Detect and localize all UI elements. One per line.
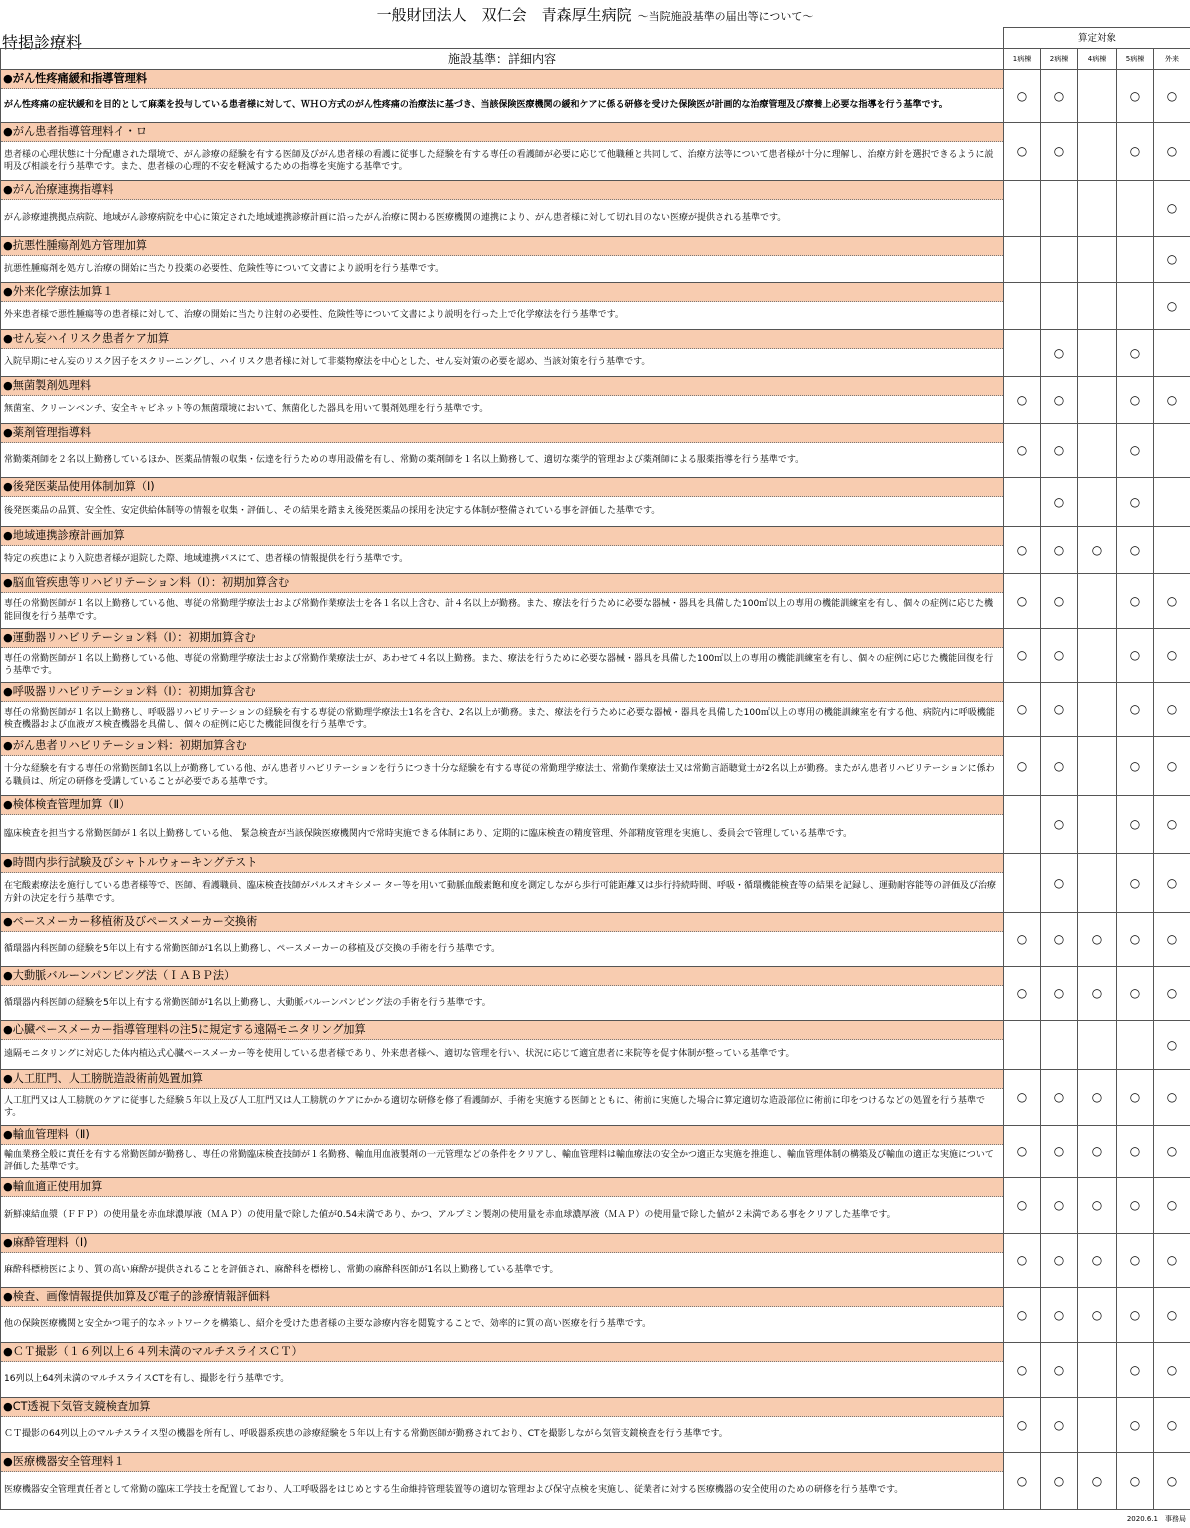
mark-ward1: [1004, 854, 1041, 913]
row-content: [1, 377, 1004, 424]
mark-ward5: ○: [1117, 737, 1154, 796]
item-description-text: 抗悪性腫瘍剤を処方し治療の開始に当たり投薬の必要性、危険性等について文書により説明を行う基準です。: [4, 263, 445, 274]
item-title: ●後発医薬品使用体制加算（Ⅰ): [1, 478, 1003, 497]
mark-ward4: ○: [1078, 1178, 1117, 1234]
mark-ward2: ○: [1041, 967, 1078, 1021]
mark-outpatient: [1154, 330, 1190, 377]
item-description-text: 十分な経験を有する専任の常勤医師1名以上が勤務している他、がん患者リハビリテーションを行うにつき十分な経験を有する専従の常勤理学療法士、常勤作業療法士又は常勤言語聴覚士が2名以上が勤務。またがん患者リハビリテーションに係わる職員は、所定の研修を受講していることが必要である基準です。: [4, 764, 995, 787]
facility-standards-table: [0, 27, 1190, 1510]
item-description: [1, 1197, 1003, 1233]
mark-ward4: ○: [1078, 967, 1117, 1021]
item-title: ●検査、画像情報提供加算及び電子的診療情報評価料: [1, 1288, 1003, 1307]
mark-outpatient: ○: [1154, 1398, 1190, 1453]
mark-ward5: ○: [1117, 478, 1154, 527]
mark-ward5: [1117, 1021, 1154, 1070]
mark-ward1: ○: [1004, 737, 1041, 796]
item-title: ●抗悪性腫瘍剤処方管理加算: [1, 237, 1003, 256]
table-row: [1, 237, 1190, 283]
mark-ward2: ○: [1041, 70, 1078, 123]
item-description-text: ＣＴ撮影の64列以上のマルチスライス型の機器を所有し、呼吸器系疾患の診療経験を５年以上有する常勤医師が勤務されており、CTを撮影しながら気管支鏡検査を行う基準です。: [4, 1429, 728, 1440]
mark-ward5: ○: [1117, 527, 1154, 574]
row-content: [1, 237, 1004, 283]
item-title: ●がん治療連携指導料: [1, 181, 1003, 200]
mark-ward4: [1078, 1398, 1117, 1453]
mark-ward2: ○: [1041, 1070, 1078, 1126]
header-detail: 施設基準：詳細内容: [1, 49, 1004, 70]
mark-ward5: ○: [1117, 1126, 1154, 1178]
section-title: 特掲診療料: [2, 33, 83, 52]
row-content: [1, 330, 1004, 377]
mark-ward5: ○: [1117, 796, 1154, 854]
mark-ward5: ○: [1117, 683, 1154, 737]
item-description-text: 専任の常勤医師が１名以上勤務し、呼吸器リハビリテーションの経験を有する専従の常勤理学療法士1名を含む、2名以上が勤務。また、療法を行うために必要な器械・器具を具備した100㎡以上の専用の機能訓練室を有する他、病院内に呼吸機能検査機器および血液ガス検査機器を具備し、個々の症例に応じた機能回復を行う基準です。: [4, 707, 995, 730]
mark-ward2: ○: [1041, 478, 1078, 527]
row-content: [1, 683, 1004, 737]
item-description-text: 後発医薬品の品質、安全性、安定供給体制等の情報を収集・評価し、その結果を踏まえ後発医薬品の採用を決定する体制が整備されている事を評価した基準です。: [4, 506, 661, 517]
row-content: [1, 1070, 1004, 1126]
item-title: ●輸血管理料（Ⅱ): [1, 1126, 1003, 1145]
table-row: [1, 913, 1190, 967]
mark-ward2: ○: [1041, 854, 1078, 913]
mark-ward1: ○: [1004, 1288, 1041, 1343]
mark-outpatient: [1154, 424, 1190, 478]
row-content: [1, 737, 1004, 796]
item-description-text: 他の保険医療機関と安全かつ電子的なネットワークを構築し、紹介を受けた患者様の主要な診療内容を閲覧することで、効率的に質の高い医療を行う基準です。: [4, 1319, 652, 1330]
mark-outpatient: ○: [1154, 1126, 1190, 1178]
mark-outpatient: ○: [1154, 181, 1190, 237]
row-content: [1, 424, 1004, 478]
item-description: [1, 1253, 1003, 1287]
mark-ward5: ○: [1117, 574, 1154, 629]
mark-ward5: ○: [1117, 854, 1154, 913]
mark-ward1: [1004, 237, 1041, 283]
item-description: [1, 142, 1003, 180]
item-description: [1, 497, 1003, 526]
item-title: ●ペースメーカー移植術及びペースメーカー交換術: [1, 913, 1003, 932]
mark-ward4: ○: [1078, 1070, 1117, 1126]
mark-ward4: ○: [1078, 1288, 1117, 1343]
item-description-text: 専任の常勤医師が１名以上勤務している他、専従の常勤理学療法士および常勤作業療法士が、あわせて４名以上勤務。また、療法を行うために必要な器械・器具を具備した100㎡以上の専用の機能訓練室を有し、個々の症例に応じた機能回復を行う基準です。: [4, 653, 994, 676]
row-content: [1, 70, 1004, 123]
mark-ward5: [1117, 237, 1154, 283]
item-description: [1, 396, 1003, 423]
mark-outpatient: ○: [1154, 967, 1190, 1021]
item-title: ●薬剤管理指導料: [1, 424, 1003, 443]
mark-ward4: [1078, 1343, 1117, 1398]
mark-ward1: ○: [1004, 574, 1041, 629]
mark-ward5: ○: [1117, 967, 1154, 1021]
item-description: [1, 1472, 1003, 1509]
mark-ward2: ○: [1041, 737, 1078, 796]
row-content: [1, 1178, 1004, 1234]
mark-ward4: [1078, 796, 1117, 854]
mark-ward2: ○: [1041, 123, 1078, 181]
item-description-text: 患者様の心理状態に十分配慮された環境で、がん診療の経験を有する医師及びがん患者様の看護に従事した経験を有する専任の看護師が必要に応じて他職種と共同して、治療方法等について患者様が十分に理解し、治療方針を選択できるように説明及び相談を行う基準です。また、患者様の心理的不安を軽減するための指導を実施する基準です。: [4, 149, 994, 172]
row-content: [1, 123, 1004, 181]
item-title: ●外来化学療法加算１: [1, 283, 1003, 302]
item-description-text: 新鮮凍結血漿（ＦＦＰ）の使用量を赤血球濃厚液（ＭＡＰ）の使用量で除した値が0.54未満であり、かつ、アルブミン製剤の使用量を赤血球濃厚液（ＭＡＰ）の使用量で除した値が２未満である事をクリアした基準です。: [4, 1209, 896, 1220]
mark-ward2: ○: [1041, 796, 1078, 854]
item-description-text: 在宅酸素療法を施行している患者様等で、医師、看護職員、臨床検査技師がパルスオキシメー ター等を用いて動脈血酸素飽和度を測定しながら歩行可能距離又は歩行持続時間、呼吸・循環機能検査等の結果を記録し、運動耐容能等の評価及び治療方針の決定を行う基準です。: [4, 881, 997, 904]
item-title: ●輸血適正使用加算: [1, 1178, 1003, 1197]
item-title: ●がん患者リハビリテーション料：初期加算含む: [1, 737, 1003, 756]
table-row: [1, 123, 1190, 181]
mark-ward4: [1078, 737, 1117, 796]
item-title: ●ＣＴ撮影（１６列以上６４列未満のマルチスライスＣＴ）: [1, 1343, 1003, 1362]
mark-ward4: ○: [1078, 913, 1117, 967]
mark-ward4: [1078, 683, 1117, 737]
item-description: [1, 200, 1003, 236]
item-title: ●脳血管疾患等リハビリテーション料（Ⅰ）：初期加算含む: [1, 574, 1003, 593]
row-content: [1, 1398, 1004, 1453]
item-description: [1, 1089, 1003, 1125]
mark-ward4: [1078, 478, 1117, 527]
mark-ward1: [1004, 796, 1041, 854]
table-row: [1, 377, 1190, 424]
mark-ward1: ○: [1004, 1453, 1041, 1510]
mark-outpatient: ○: [1154, 283, 1190, 330]
mark-ward1: [1004, 330, 1041, 377]
hospital-name: 一般財団法人 双仁会 青森厚生病院: [376, 6, 632, 24]
row-content: [1, 181, 1004, 237]
table-row: [1, 527, 1190, 574]
document-subtitle: ～当院施設基準の届出等について～: [637, 10, 814, 23]
mark-ward4: ○: [1078, 1126, 1117, 1178]
table-body: [1, 70, 1190, 1510]
item-description: [1, 302, 1003, 329]
row-content: [1, 527, 1004, 574]
row-content: [1, 854, 1004, 913]
item-description: [1, 648, 1003, 682]
mark-ward2: ○: [1041, 574, 1078, 629]
item-description-text: 特定の疾患により入院患者様が退院した際、地域連携パスにて、患者様の情報提供を行う基準です。: [4, 554, 409, 565]
table-row: [1, 1021, 1190, 1070]
row-content: [1, 629, 1004, 683]
mark-ward2: ○: [1041, 683, 1078, 737]
item-description-text: 循環器内科医師の経験を5年以上有する常勤医師が1名以上勤務し、大動脈バルーンパンピング法の手術を行う基準です。: [4, 997, 491, 1008]
item-description: [1, 986, 1003, 1020]
item-description-text: 医療機器安全管理責任者として常勤の臨床工学技士を配置しており、人工呼吸器をはじめとする生命維持管理装置等の適切な管理および保守点検を実施し、従業者に対する医療機器の安全使用のための研修を行う基準です。: [4, 1485, 904, 1496]
mark-outpatient: ○: [1154, 796, 1190, 854]
item-description: [1, 1307, 1003, 1342]
mark-ward5: ○: [1117, 629, 1154, 683]
item-description: [1, 702, 1003, 736]
mark-ward4: [1078, 330, 1117, 377]
row-content: [1, 1453, 1004, 1510]
mark-ward5: ○: [1117, 1234, 1154, 1288]
item-description-text: 輸血業務全般に責任を有する常勤医師が勤務し、専任の常勤臨床検査技師が１名勤務、輸血用血液製剤の一元管理などの条件をクリアし、輸血管理料は輸血療法の安全かつ適正な実施を推進し、輸血管理体制の構築及び輸血の適正な実施について評価した基準です。: [4, 1149, 994, 1172]
item-description-text: 無菌室、クリーンベンチ、安全キャビネット等の無菌環境において、無菌化した器具を用いて製剤処理を行う基準です。: [4, 404, 489, 415]
table-row: [1, 1288, 1190, 1343]
row-content: [1, 1234, 1004, 1288]
table-row: [1, 683, 1190, 737]
mark-ward2: ○: [1041, 1178, 1078, 1234]
mark-ward1: ○: [1004, 1343, 1041, 1398]
footer-date: 2020.6.1 事務局: [1126, 1515, 1186, 1523]
item-description: [1, 1362, 1003, 1397]
header-spacer: [1, 28, 1004, 49]
table-row: [1, 1234, 1190, 1288]
mark-ward5: [1117, 283, 1154, 330]
item-description: [1, 593, 1003, 628]
table-row: [1, 283, 1190, 330]
table-row: [1, 796, 1190, 854]
table-row: [1, 737, 1190, 796]
mark-ward5: ○: [1117, 1398, 1154, 1453]
header-col-ward1: 1病棟: [1004, 49, 1041, 70]
mark-outpatient: ○: [1154, 913, 1190, 967]
item-description-text: 麻酔科標榜医により、質の高い麻酔が提供されることを評価され、麻酔科を標榜し、常勤の麻酔科医師が1名以上勤務している基準です。: [4, 1264, 559, 1275]
mark-ward1: ○: [1004, 1126, 1041, 1178]
mark-ward1: [1004, 478, 1041, 527]
item-description-text: 専任の常勤医師が１名以上勤務している他、専従の常勤理学療法士および常勤作業療法士を各１名以上含む、計４名以上が勤務。また、療法を行うために必要な器械・器具を具備した100㎡以上の専用の機能訓練室を有し、個々の症例に応じた機能回復を行う基準です。: [4, 599, 994, 622]
row-content: [1, 1343, 1004, 1398]
mark-outpatient: ○: [1154, 1178, 1190, 1234]
mark-ward5: ○: [1117, 1288, 1154, 1343]
table-row: [1, 1178, 1190, 1234]
table-row: [1, 1343, 1190, 1398]
row-content: [1, 1021, 1004, 1070]
mark-ward5: ○: [1117, 1178, 1154, 1234]
mark-outpatient: [1154, 478, 1190, 527]
mark-ward2: [1041, 181, 1078, 237]
mark-ward1: ○: [1004, 424, 1041, 478]
mark-outpatient: ○: [1154, 377, 1190, 424]
item-description-text: 16列以上64列未満のマルチスライスCTを有し、撮影を行う基準です。: [4, 1374, 290, 1385]
mark-ward1: ○: [1004, 1178, 1041, 1234]
item-description-text: 外来患者様で悪性腫瘍等の患者様に対して、治療の開始に当たり注射の必要性、危険性等について文書により説明を行った上で化学療法を行う基準です。: [4, 310, 624, 321]
mark-ward2: ○: [1041, 1288, 1078, 1343]
mark-ward1: ○: [1004, 1070, 1041, 1126]
item-description-text: がん性疼痛の症状緩和を目的として麻薬を投与している患者様に対して、ＷＨＯ方式のがん性疼痛の治療法に基づき、当該保険医療機関の緩和ケアに係る研修を受けた保険医が計画的な治療管理及び療養上必要な指導を行う基準です。: [4, 100, 948, 111]
mark-ward5: ○: [1117, 1343, 1154, 1398]
mark-ward5: ○: [1117, 330, 1154, 377]
item-title: ●無菌製剤処理料: [1, 377, 1003, 396]
row-content: [1, 1288, 1004, 1343]
mark-ward4: ○: [1078, 527, 1117, 574]
table-row: [1, 967, 1190, 1021]
mark-ward2: ○: [1041, 1234, 1078, 1288]
mark-ward5: ○: [1117, 70, 1154, 123]
item-description: [1, 546, 1003, 573]
item-title: ●医療機器安全管理料１: [1, 1453, 1003, 1472]
row-content: [1, 913, 1004, 967]
header-col-ward2: 2病棟: [1041, 49, 1078, 70]
item-title: ●検体検査管理加算（Ⅱ）: [1, 796, 1003, 815]
item-description: [1, 443, 1003, 477]
header-col-outpatient: 外来: [1154, 49, 1190, 70]
mark-ward5: ○: [1117, 913, 1154, 967]
mark-outpatient: ○: [1154, 1234, 1190, 1288]
mark-ward1: ○: [1004, 527, 1041, 574]
item-description-text: 人工肛門又は人工膀胱のケアに従事した経験５年以上及び人工肛門又は人工膀胱のケアにかかる適切な研修を修了看護師が、手術を実施する医師とともに、術前に実施した場合に算定適切な造設部位に術前に印をつけるなどの処置を行う基準です。: [4, 1095, 986, 1118]
mark-ward4: [1078, 424, 1117, 478]
table-row: [1, 330, 1190, 377]
mark-ward5: ○: [1117, 377, 1154, 424]
item-description: [1, 1145, 1003, 1177]
table-row: [1, 181, 1190, 237]
mark-ward4: [1078, 377, 1117, 424]
mark-outpatient: ○: [1154, 574, 1190, 629]
item-title: ●時間内歩行試験及びシャトルウォーキングテスト: [1, 854, 1003, 873]
item-title: ●運動器リハビリテーション料（Ⅰ）：初期加算含む: [1, 629, 1003, 648]
header-target-group: 算定対象: [1004, 28, 1190, 49]
item-title: ●人工肛門、人工膀胱造設術前処置加算: [1, 1070, 1003, 1089]
mark-ward1: [1004, 283, 1041, 330]
item-description-text: がん診療連携拠点病院、地域がん診療病院を中心に策定された地域連携診療計画に沿ったがん治療に関わる医療機関の連携により、がん患者様に対して切れ目のない医療が提供される基準です。: [4, 212, 787, 223]
mark-ward2: ○: [1041, 424, 1078, 478]
item-description: [1, 349, 1003, 376]
mark-ward4: [1078, 70, 1117, 123]
mark-ward4: ○: [1078, 1234, 1117, 1288]
mark-ward4: [1078, 181, 1117, 237]
mark-ward2: [1041, 283, 1078, 330]
mark-outpatient: ○: [1154, 1021, 1190, 1070]
mark-ward5: ○: [1117, 123, 1154, 181]
row-content: [1, 1126, 1004, 1178]
row-content: [1, 796, 1004, 854]
item-description: [1, 1040, 1003, 1069]
table-row: [1, 70, 1190, 123]
mark-ward2: ○: [1041, 377, 1078, 424]
mark-ward4: ○: [1078, 1453, 1117, 1510]
mark-ward4: [1078, 854, 1117, 913]
mark-ward2: ○: [1041, 527, 1078, 574]
mark-ward4: [1078, 1021, 1117, 1070]
item-description: [1, 256, 1003, 282]
header-col-ward4: 4病棟: [1078, 49, 1117, 70]
item-description-text: 臨床検査を担当する常勤医師が１名以上勤務している他、 緊急検査が当該保険医療機関内で常時実施できる体制にあり、定期的に臨床検査の精度管理、外部精度管理を実施し、委員会で管理している基準です。: [4, 828, 853, 839]
item-description-text: 循環器内科医師の経験を5年以上有する常勤医師が1名以上勤務し、ペースメーカーの移植及び交換の手術を行う基準です。: [4, 943, 501, 954]
table-row: [1, 574, 1190, 629]
table-row: [1, 629, 1190, 683]
item-description-text: 常勤薬剤師を２名以上勤務しているほか、医薬品情報の収集・伝達を行うための専用設備を有し、常勤の薬剤師を１名以上勤務して、適切な薬学的管理および薬剤師による服薬指導を行う基準です。: [4, 454, 805, 465]
mark-outpatient: ○: [1154, 1453, 1190, 1510]
mark-ward2: ○: [1041, 1453, 1078, 1510]
mark-ward1: ○: [1004, 683, 1041, 737]
mark-ward1: ○: [1004, 70, 1041, 123]
mark-ward5: ○: [1117, 1070, 1154, 1126]
row-content: [1, 283, 1004, 330]
mark-ward2: ○: [1041, 913, 1078, 967]
mark-ward2: [1041, 237, 1078, 283]
item-description-text: 入院早期にせん妄のリスク因子をスクリーニングし、ハイリスク患者様に対して非薬物療法を中心とした、せん妄対策の必要を認め、当該対策を行う基準です。: [4, 357, 651, 368]
mark-ward5: ○: [1117, 424, 1154, 478]
mark-outpatient: ○: [1154, 123, 1190, 181]
row-content: [1, 478, 1004, 527]
table-row: [1, 1453, 1190, 1510]
item-title: ●心臓ペースメーカー指導管理料の注5に規定する遠隔モニタリング加算: [1, 1021, 1003, 1040]
mark-outpatient: ○: [1154, 629, 1190, 683]
item-title: ●せん妄ハイリスク患者ケア加算: [1, 330, 1003, 349]
mark-outpatient: ○: [1154, 854, 1190, 913]
mark-outpatient: ○: [1154, 70, 1190, 123]
mark-ward1: ○: [1004, 913, 1041, 967]
item-title: ●がん性疼痛緩和指導管理料: [1, 70, 1003, 89]
item-description: [1, 1417, 1003, 1452]
table-row: [1, 424, 1190, 478]
mark-ward5: [1117, 181, 1154, 237]
header-col-ward5: 5病棟: [1117, 49, 1154, 70]
mark-ward1: ○: [1004, 1234, 1041, 1288]
mark-ward4: [1078, 574, 1117, 629]
table-row: [1, 1070, 1190, 1126]
mark-outpatient: ○: [1154, 737, 1190, 796]
mark-outpatient: [1154, 527, 1190, 574]
row-content: [1, 967, 1004, 1021]
mark-ward2: ○: [1041, 1343, 1078, 1398]
mark-ward4: [1078, 237, 1117, 283]
mark-ward1: ○: [1004, 629, 1041, 683]
item-description-text: 遠隔モニタリングに対応した体内植込式心臓ペースメーカー等を使用している患者様であり、外来患者様へ、適切な管理を行い、状況に応じて適宜患者に来院等を促す体制が整っている基準です。: [4, 1049, 795, 1060]
mark-ward4: [1078, 123, 1117, 181]
mark-ward5: ○: [1117, 1453, 1154, 1510]
mark-ward1: [1004, 1021, 1041, 1070]
mark-ward2: ○: [1041, 1398, 1078, 1453]
mark-ward1: ○: [1004, 967, 1041, 1021]
item-title: ●麻酔管理料（Ⅰ): [1, 1234, 1003, 1253]
mark-ward4: [1078, 629, 1117, 683]
mark-ward2: ○: [1041, 629, 1078, 683]
mark-ward2: ○: [1041, 330, 1078, 377]
mark-outpatient: ○: [1154, 1288, 1190, 1343]
document-title: [0, 4, 1190, 25]
item-description: [1, 932, 1003, 966]
item-title: ●呼吸器リハビリテーション料（Ⅰ）：初期加算含む: [1, 683, 1003, 702]
mark-outpatient: ○: [1154, 1070, 1190, 1126]
item-description: [1, 89, 1003, 122]
mark-ward2: [1041, 1021, 1078, 1070]
item-description: [1, 873, 1003, 912]
mark-outpatient: ○: [1154, 237, 1190, 283]
mark-ward4: [1078, 283, 1117, 330]
item-title: ●地域連携診療計画加算: [1, 527, 1003, 546]
item-title: ●がん患者指導管理料イ・ロ: [1, 123, 1003, 142]
mark-ward1: [1004, 181, 1041, 237]
table-row: [1, 1398, 1190, 1453]
mark-ward2: ○: [1041, 1126, 1078, 1178]
item-description: [1, 756, 1003, 795]
mark-ward1: ○: [1004, 1398, 1041, 1453]
row-content: [1, 574, 1004, 629]
table-row: [1, 1126, 1190, 1178]
table-row: [1, 478, 1190, 527]
table-row: [1, 854, 1190, 913]
item-description: [1, 815, 1003, 853]
mark-outpatient: ○: [1154, 1343, 1190, 1398]
mark-ward1: ○: [1004, 377, 1041, 424]
mark-ward1: ○: [1004, 123, 1041, 181]
mark-outpatient: ○: [1154, 683, 1190, 737]
item-title: ●CT透視下気管支鏡検査加算: [1, 1398, 1003, 1417]
item-title: ●大動脈バルーンパンピング法（ＩＡＢＰ法）: [1, 967, 1003, 986]
